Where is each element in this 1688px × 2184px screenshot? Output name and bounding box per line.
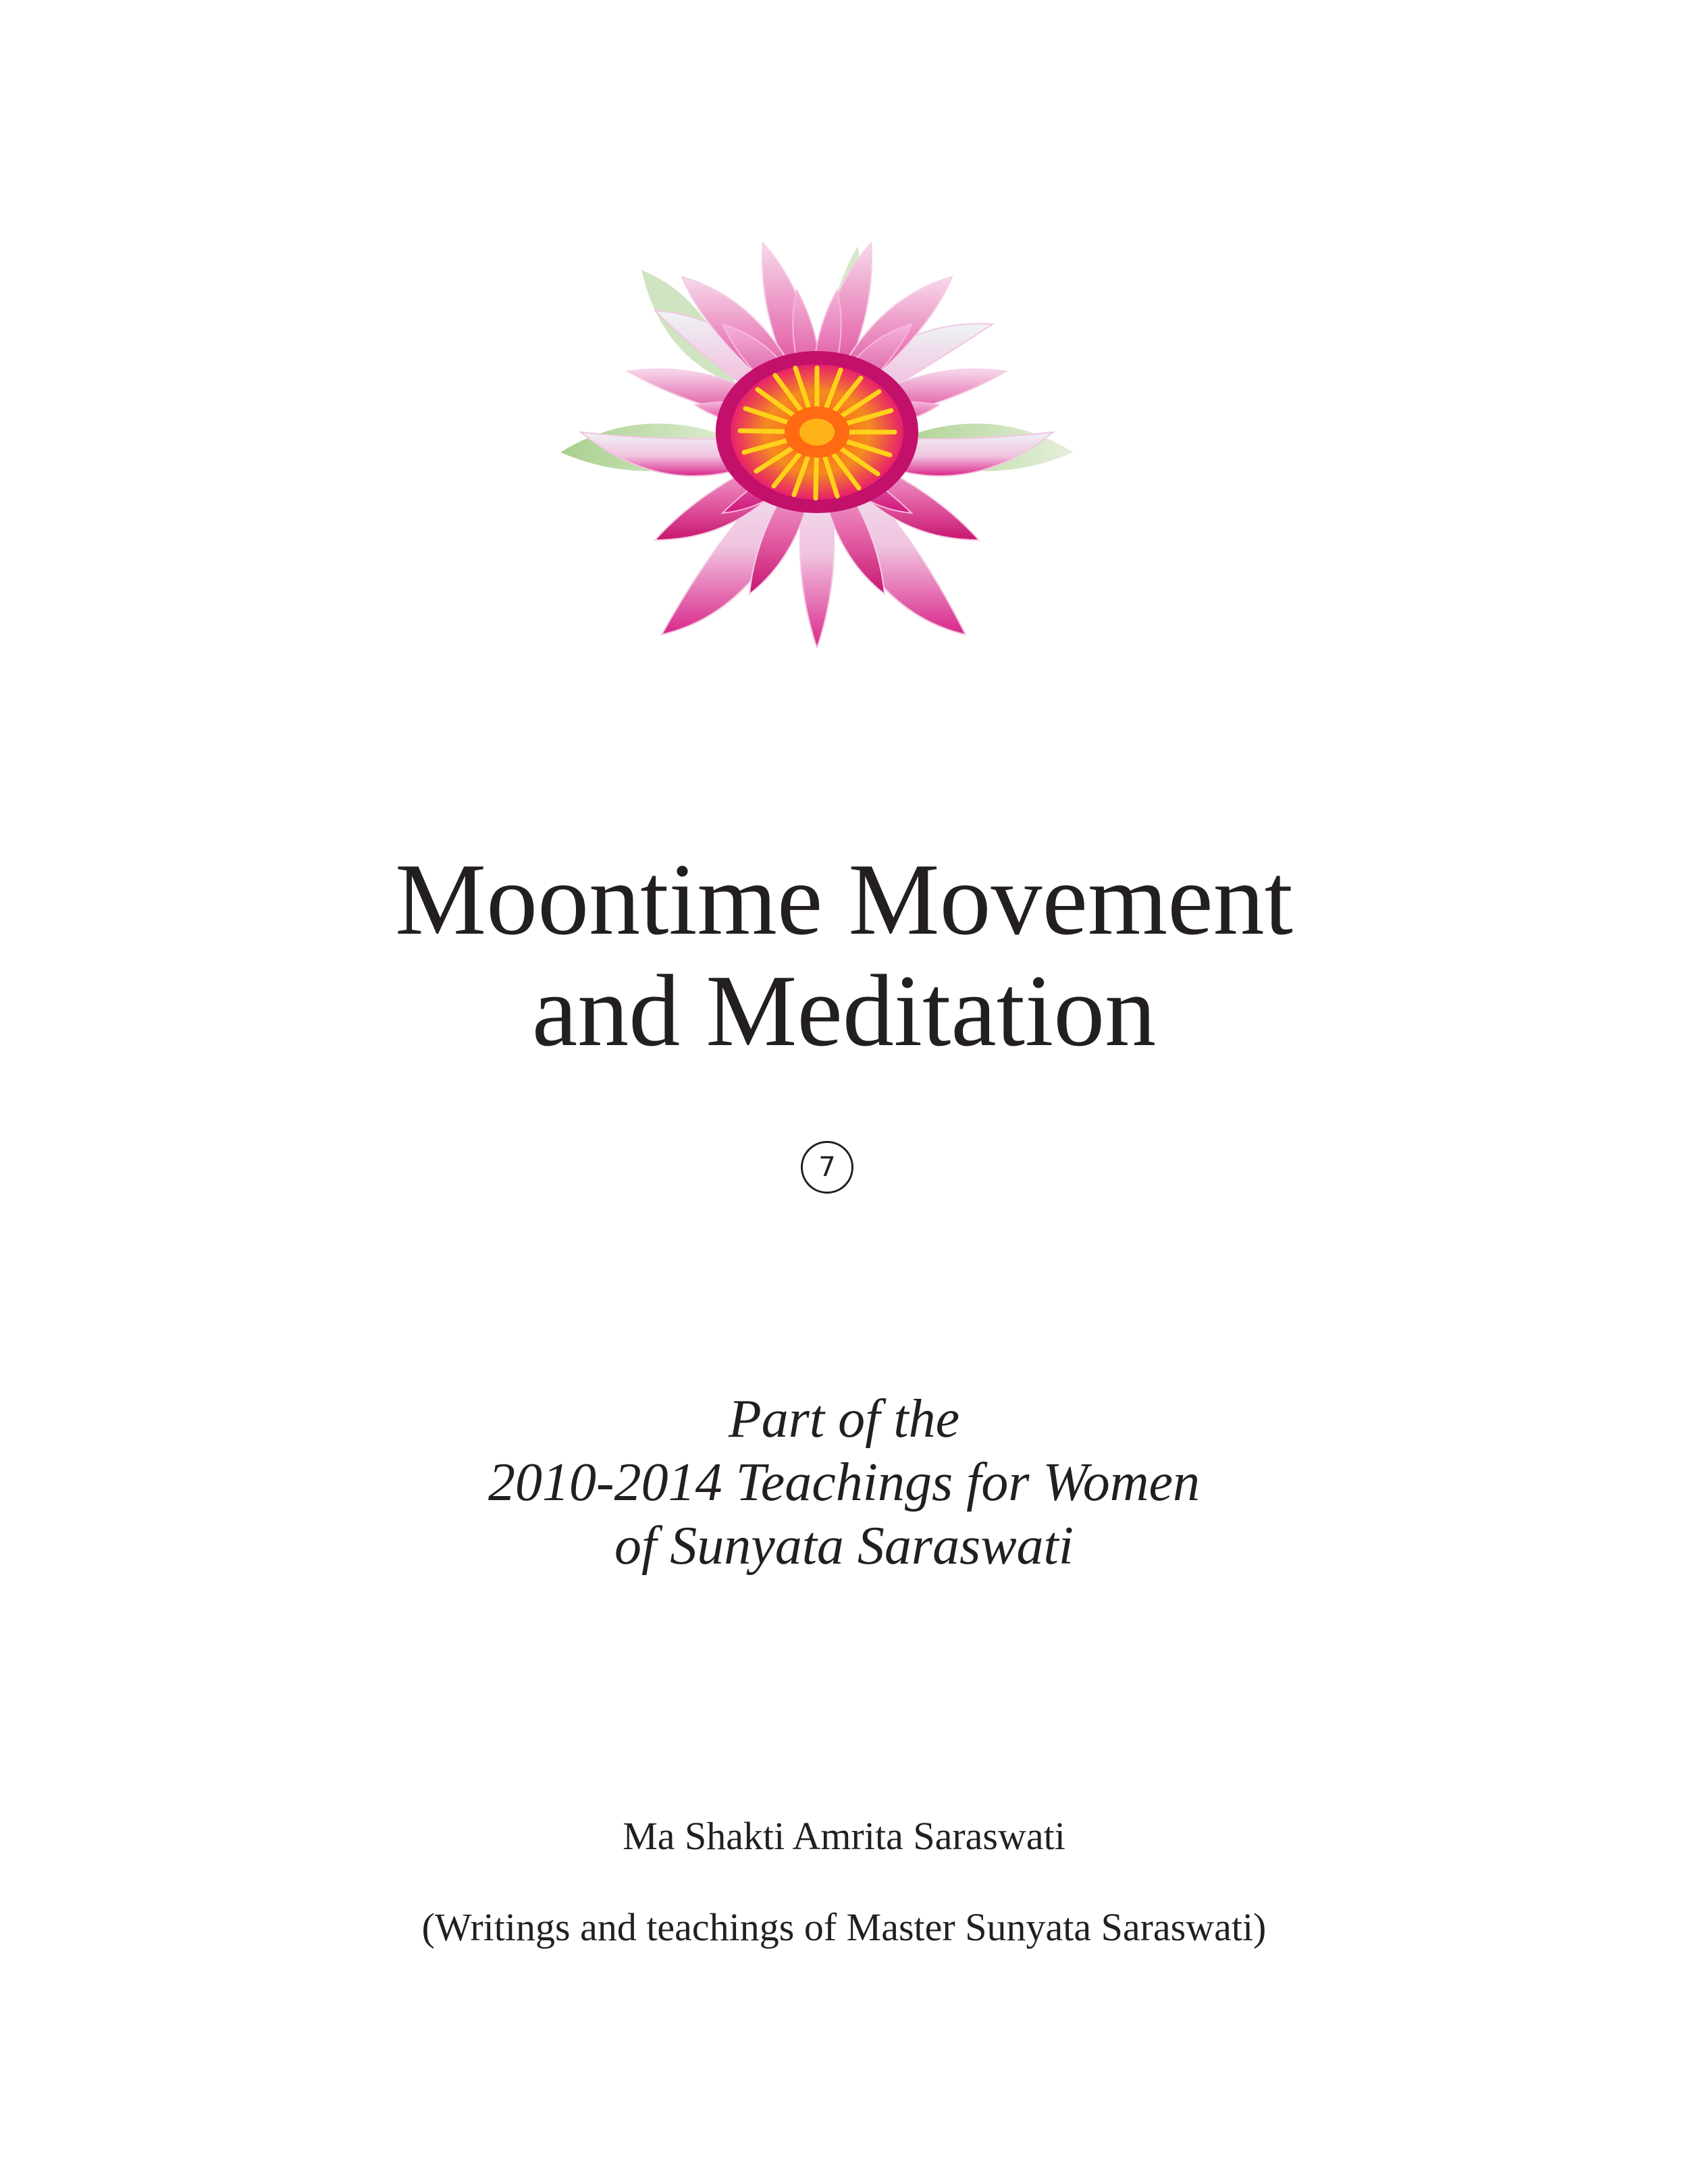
lotus-flower-icon — [554, 230, 1080, 648]
subtitle-line-2: 2010-2014 Teachings for Women — [487, 1453, 1201, 1512]
title-line-1: Moontime Movement — [395, 843, 1293, 956]
title-line-2: and Meditation — [531, 954, 1157, 1067]
subtitle-line-3: of Sunyata Saraswati — [614, 1516, 1074, 1576]
attribution-note: (Writings and teachings of Master Sunyata Saraswati) — [421, 1905, 1267, 1949]
subtitle-line-1: Part of the — [728, 1389, 960, 1449]
author-name: Ma Shakti Amrita Saraswati — [623, 1814, 1065, 1858]
volume-number-badge: 7 — [801, 1141, 853, 1194]
